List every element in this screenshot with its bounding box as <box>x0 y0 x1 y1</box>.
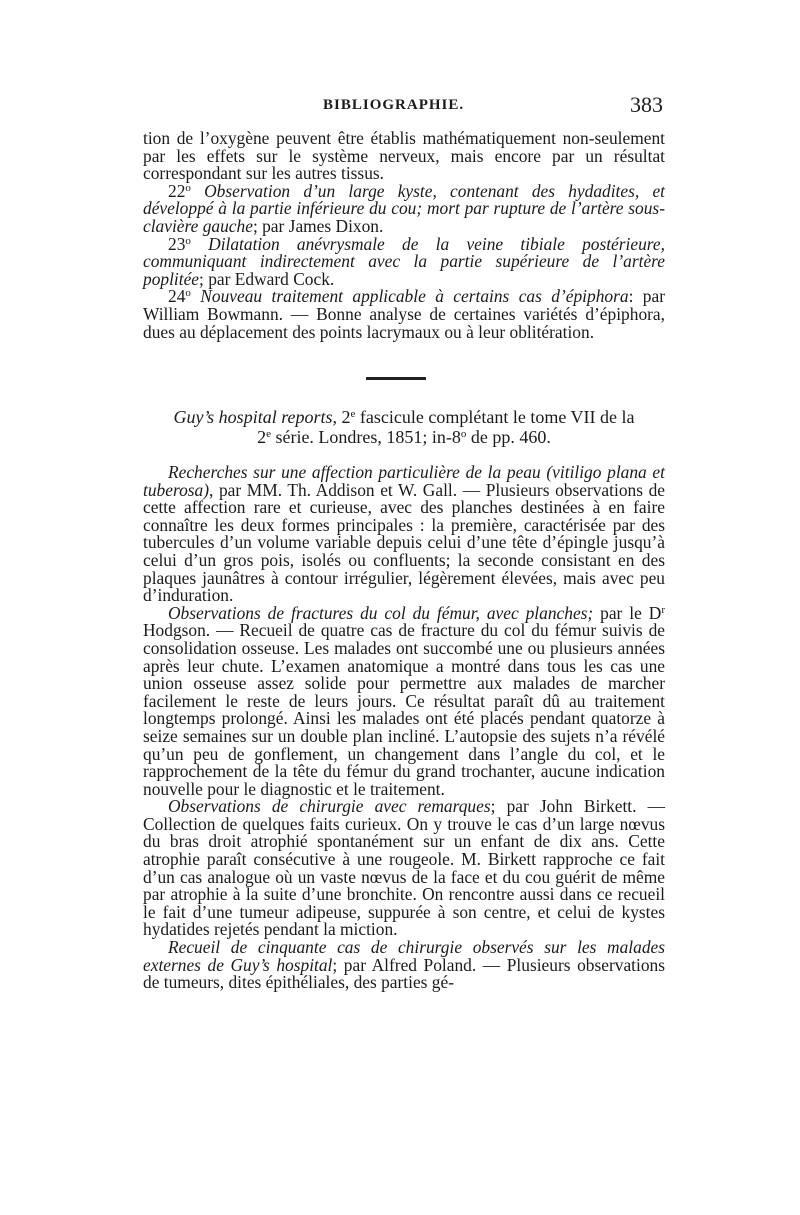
section-divider <box>366 377 426 380</box>
item-23-title: Dilatation anévrysmale de la veine tibiale postérieure, communiquant indirectement avec la partie supérieure de l’artère poplitée <box>143 233 665 289</box>
paragraph-cinquante: Recueil de cinquante cas de chirurgie observés sur les malades externes de Guy’s hospital; par Alfred Poland. — Plusieurs observations de tumeurs, dites épithéliales, des parties gé- <box>143 937 665 993</box>
item-24-title: Nouveau traitement applicable à certains cas d’épiphora <box>200 286 629 307</box>
item-22-title: Observation d’un large kyste, contenant des hydadites, et développé à la partie inférieure du cou; mort par rupture de l’artère sous-clavière gauche <box>143 180 665 236</box>
journal-title: Guy’s hospital reports, <box>173 407 338 427</box>
paragraph-vitiligo: Recherches sur une affection particulière de la peau (vitiligo plana et tuberosa), par MM. Th. Addison et W. Gall. — Plusieurs observations de cette affection rare et curieuse, avec des planches destinées à en faire connaître les deux formes principales : la première, caractérisée par des tubercules d’un volume variable depuis celui d’une tête d’épingle jusqu’à celui d’un gros pois, isolés ou confluents; la seconde consistant en des plaques jaunâtres à contour irrégulier, légèrement élevées, mais avec peu d’induration. <box>143 462 665 606</box>
reports-review-block <box>143 464 665 992</box>
bibliography-list-block <box>143 130 665 341</box>
item-23: 23$^o$ Dilatation anévrysmale de la veine tibiale postérieure, communiquant indirectement avec la partie supérieure de l’artère poplitée; par Edward Cock. <box>143 233 665 289</box>
paragraph-femur: Observations de fractures du col du fémur, avec planches; par le $D^r$ Hodgson. — Recueil de quatre cas de fracture du col du fémur suivis de consolidation osseuse. Les malades ont succombé une ou plusieurs années après leur chute. L’examen anatomique a montré dans tous les cas une union osseuse assez solide pour permettre aux malades de marcher facilement le reste de leurs jours. Ce résultat paraît dû au traitement longtemps prolongé. Ainsi les malades ont été placés pendant quatorze à seize semaines sur un double plan incliné. L’autopsie des sujets n’a révélé qu’un peu de gonflement, un changement dans l’angle du col, et le rapprochement de la tête du fémur du grand trochanter, aucune indication nouvelle pour le diagnostic et le traitement. <box>143 602 665 799</box>
item-22: 22$^o$ Observation d’un large kyste, contenant des hydadites, et développé à la partie inférieure du cou; mort par rupture de l’artère sous-clavière gauche; par James Dixon. <box>143 180 665 236</box>
page-header <box>143 92 665 122</box>
paragraph-chirurgie: Observations de chirurgie avec remarques; par John Birkett. — Collection de quelques faits curieux. On y trouve le cas d’un large nœvus du bras droit atrophié spontanément sur un enfant de dix ans. Cette atrophie paraît consécutive à une rougeole. M. Birkett rapproche ce fait d’un cas analogue où un vaste nœvus de la face et du cou guérit de même par atrophie à la suite d’une bronchite. On rencontre aussi dans ce recueil le fait d’une tumeur adipeuse, suppurée à son centre, et celui de kystes hydatides rejetés pendant la miction. <box>143 796 665 940</box>
item-24: 24$^o$ Nouveau traitement applicable à certains cas d’épiphora: par William Bowmann. — Bonne analyse de certaines variétés d’épiphora, dues au déplacement des points lacrymaux ou à leur oblitération. <box>143 286 665 342</box>
paragraph-oxygene: tion de l’oxygène peuvent être établis mathématiquement non-seulement par les effets sur le système nerveux, mais encore par un résultat correspondant sur les autres tissus. <box>143 128 665 184</box>
journal-citation: Guy’s hospital reports, 2e fascicule complétant le tome VII de la 2e série. Londres, 1851; in-8$^o$ de pp. 460. <box>173 407 635 447</box>
page-number: 383 <box>630 92 663 117</box>
running-head: BIBLIOGRAPHIE. <box>323 97 465 113</box>
